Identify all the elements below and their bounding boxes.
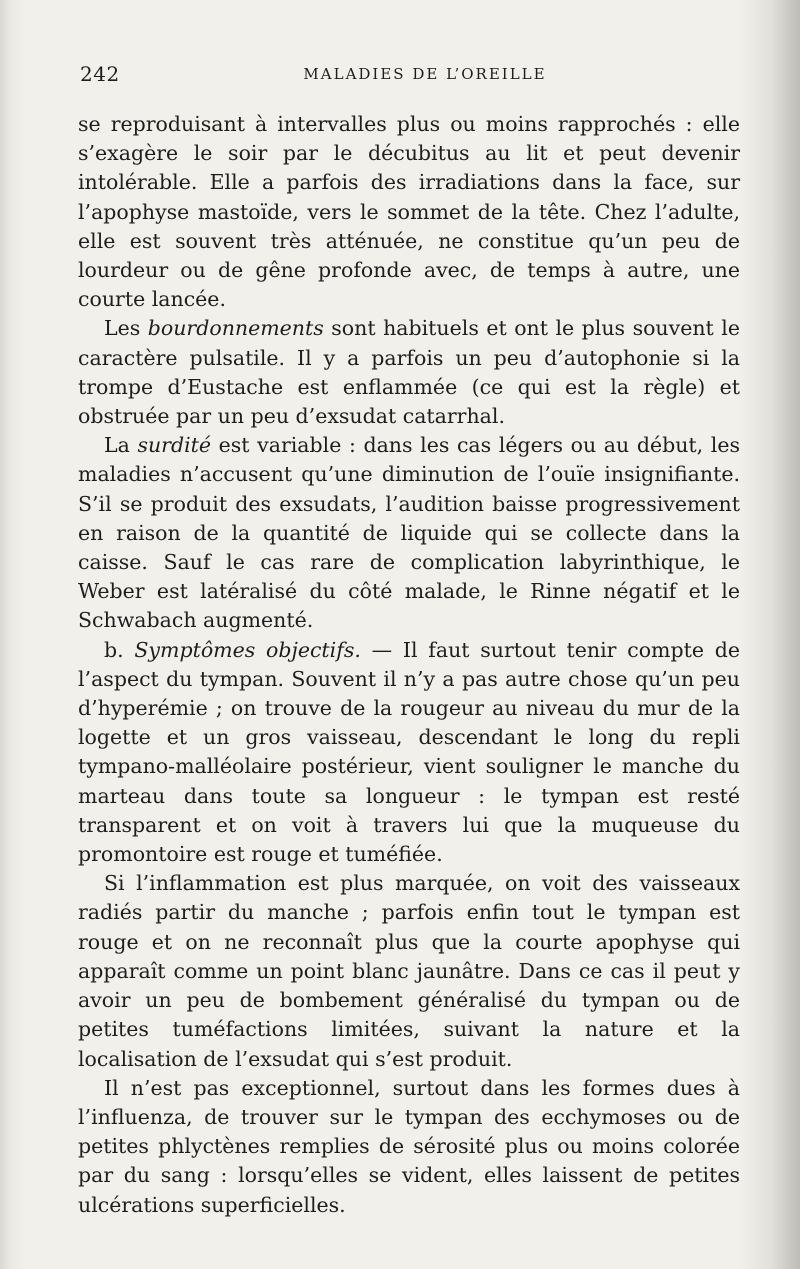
body-text <box>78 110 740 1220</box>
italic-term: bourdonnements <box>147 316 324 341</box>
running-head: MALADIES DE L’OREILLE <box>303 65 547 83</box>
paragraph <box>78 314 740 431</box>
text-run: se reproduisant à intervalles plus ou moins rapprochés : elle s’exagère le soir par le décubitus au lit et peut devenir intolérable. Elle a parfois des irradiations dans la face, sur l’apophyse mastoïde, vers le sommet de la tête. Chez l’adulte, elle est souvent très atténuée, ne constitue qu’un peu de lourdeur ou de gêne profonde avec, de temps à autre, une courte lancée. <box>78 112 740 312</box>
text-run: Si l’inflammation est plus marquée, on voit des vaisseaux radiés partir du manche ; parfois enfin tout le tympan est rouge et on ne reconnaît plus que la courte apophyse qui apparaît comme un point blanc jaunâtre. Dans ce cas il peut y avoir un peu de bombement généralisé du tympan ou de petites tuméfactions limitées, suivant la nature et la localisation de l’exsudat qui s’est produit. <box>78 871 740 1071</box>
text-run: Les <box>104 316 148 341</box>
text-run: Il n’est pas exceptionnel, surtout dans les formes dues à l’influenza, de trouver sur le tympan des ecchymoses ou de petites phlyctènes remplies de sérosité plus ou moins colorée par du sang : lorsqu’elles se vident, elles laissent de petites ulcérations superficielles. <box>78 1075 740 1217</box>
paragraph <box>78 110 740 314</box>
text-run: est variable : dans les cas légers ou au début, les maladies n’accusent qu’une diminution de l’ouïe insignifiante. S’il se produit des exsudats, l’audition baisse progressivement en raison de la quantité de liquide qui se collecte dans la caisse. Sauf le cas rare de complication labyrinthique, le Weber est latéralisé du côté malade, le Rinne négatif et le Schwabach augmenté. <box>78 433 740 633</box>
text-run: sont habituels et ont le plus souvent le caractère pulsatile. Il y a parfois un peu d’autophonie si la trompe d’Eustache est enflammée (ce qui est la règle) et obstruée par un peu d’exsudat catarrhal. <box>78 316 740 429</box>
text-run: La <box>104 433 138 458</box>
italic-term: Symptômes objectifs. <box>134 637 361 662</box>
page-number: 242 <box>80 62 120 86</box>
text-run: — Il faut surtout tenir compte de l’aspect du tympan. Souvent il n’y a pas autre chose qu’un peu d’hyperémie ; on trouve de la rougeur au niveau du mur de la logette et un gros vaisseau, descendant le long du repli tympano-malléolaire postérieur, vient souligner le manche du marteau dans toute sa longueur : le tympan est resté transparent et on voit à travers lui que la muqueuse du promontoire est rouge et tuméfiée. <box>78 637 740 867</box>
paragraph <box>78 1074 740 1220</box>
page-header <box>80 62 740 90</box>
italic-term: surdité <box>137 433 212 458</box>
paragraph <box>78 869 740 1073</box>
paragraph <box>78 431 740 635</box>
text-run: b. <box>104 637 135 662</box>
paragraph <box>78 636 740 870</box>
